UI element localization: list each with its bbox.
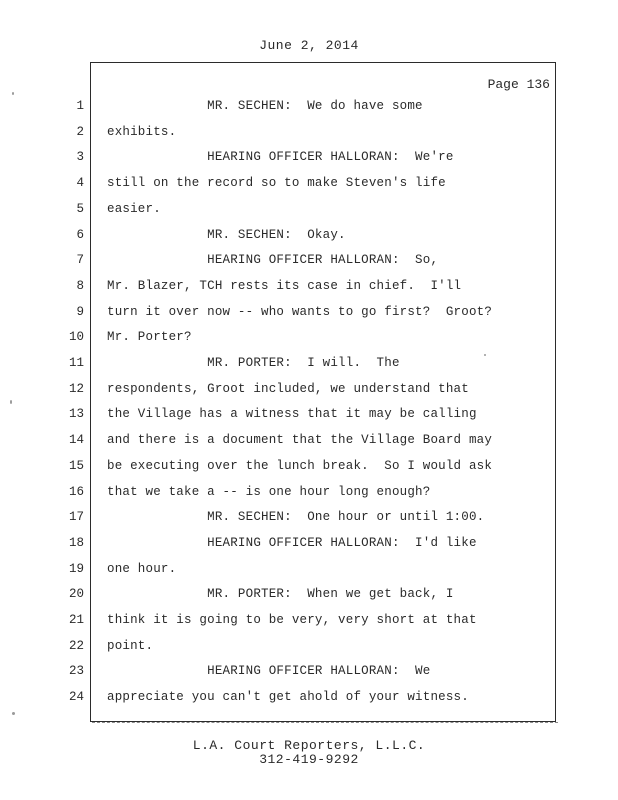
line-text: MR. PORTER: I will. The [107, 356, 400, 370]
transcript-date: June 2, 2014 [259, 38, 359, 53]
line-number: 11 [68, 356, 84, 370]
line-text: and there is a document that the Village Board may [107, 433, 493, 447]
line-text: respondents, Groot included, we understand that [107, 382, 469, 396]
line-text: Mr. Blazer, TCH rests its case in chief. I'll [107, 279, 462, 293]
scan-speck [484, 354, 486, 356]
line-text: HEARING OFFICER HALLORAN: We're [107, 150, 454, 164]
footer-company: L.A. Court Reporters, L.L.C. [192, 738, 426, 753]
line-number: 7 [76, 253, 84, 267]
line-text: think it is going to be very, very short at that [107, 613, 477, 627]
line-number: 16 [68, 485, 84, 499]
line-text: one hour. [107, 562, 177, 576]
line-text: HEARING OFFICER HALLORAN: I'd like [107, 536, 477, 550]
line-text: point. [107, 639, 154, 653]
line-number: 4 [76, 176, 84, 190]
line-text: MR. SECHEN: We do have some [107, 99, 423, 113]
footer-phone: 312-419-9292 [259, 752, 359, 767]
line-number: 15 [68, 459, 84, 473]
page-number-label: Page 136 [487, 77, 550, 92]
line-text: easier. [107, 202, 161, 216]
line-text: the Village has a witness that it may be calling [107, 407, 477, 421]
line-number: 14 [68, 433, 84, 447]
line-text: that we take a -- is one hour long enough? [107, 485, 431, 499]
scan-speck [12, 712, 15, 715]
line-number: 8 [76, 279, 84, 293]
line-text: exhibits. [107, 125, 177, 139]
line-number: 13 [68, 407, 84, 421]
line-number: 20 [68, 587, 84, 601]
line-number: 2 [76, 125, 84, 139]
line-text: HEARING OFFICER HALLORAN: So, [107, 253, 439, 267]
line-number: 12 [68, 382, 84, 396]
line-text: MR. PORTER: When we get back, I [107, 587, 454, 601]
line-number: 23 [68, 664, 84, 678]
line-text: MR. SECHEN: Okay. [107, 228, 346, 242]
line-text: MR. SECHEN: One hour or until 1:00. [107, 510, 485, 524]
line-number: 21 [68, 613, 84, 627]
line-number: 5 [76, 202, 84, 216]
line-text: still on the record so to make Steven's life [107, 176, 446, 190]
line-text: Mr. Porter? [107, 330, 192, 344]
line-text: appreciate you can't get ahold of your witness. [107, 690, 469, 704]
line-number: 3 [76, 150, 84, 164]
line-number: 1 [76, 99, 84, 113]
line-number: 10 [68, 330, 84, 344]
line-text: turn it over now -- who wants to go first? Groot? [107, 305, 493, 319]
frame-bottom-edge [92, 722, 558, 725]
scan-speck [12, 92, 14, 95]
line-number: 18 [68, 536, 84, 550]
line-number: 6 [76, 228, 84, 242]
line-text: be executing over the lunch break. So I would ask [107, 459, 493, 473]
scan-speck [10, 400, 12, 404]
line-text: HEARING OFFICER HALLORAN: We [107, 664, 431, 678]
line-number: 19 [68, 562, 84, 576]
line-number: 9 [76, 305, 84, 319]
line-number: 22 [68, 639, 84, 653]
line-number: 17 [68, 510, 84, 524]
line-number: 24 [68, 690, 84, 704]
